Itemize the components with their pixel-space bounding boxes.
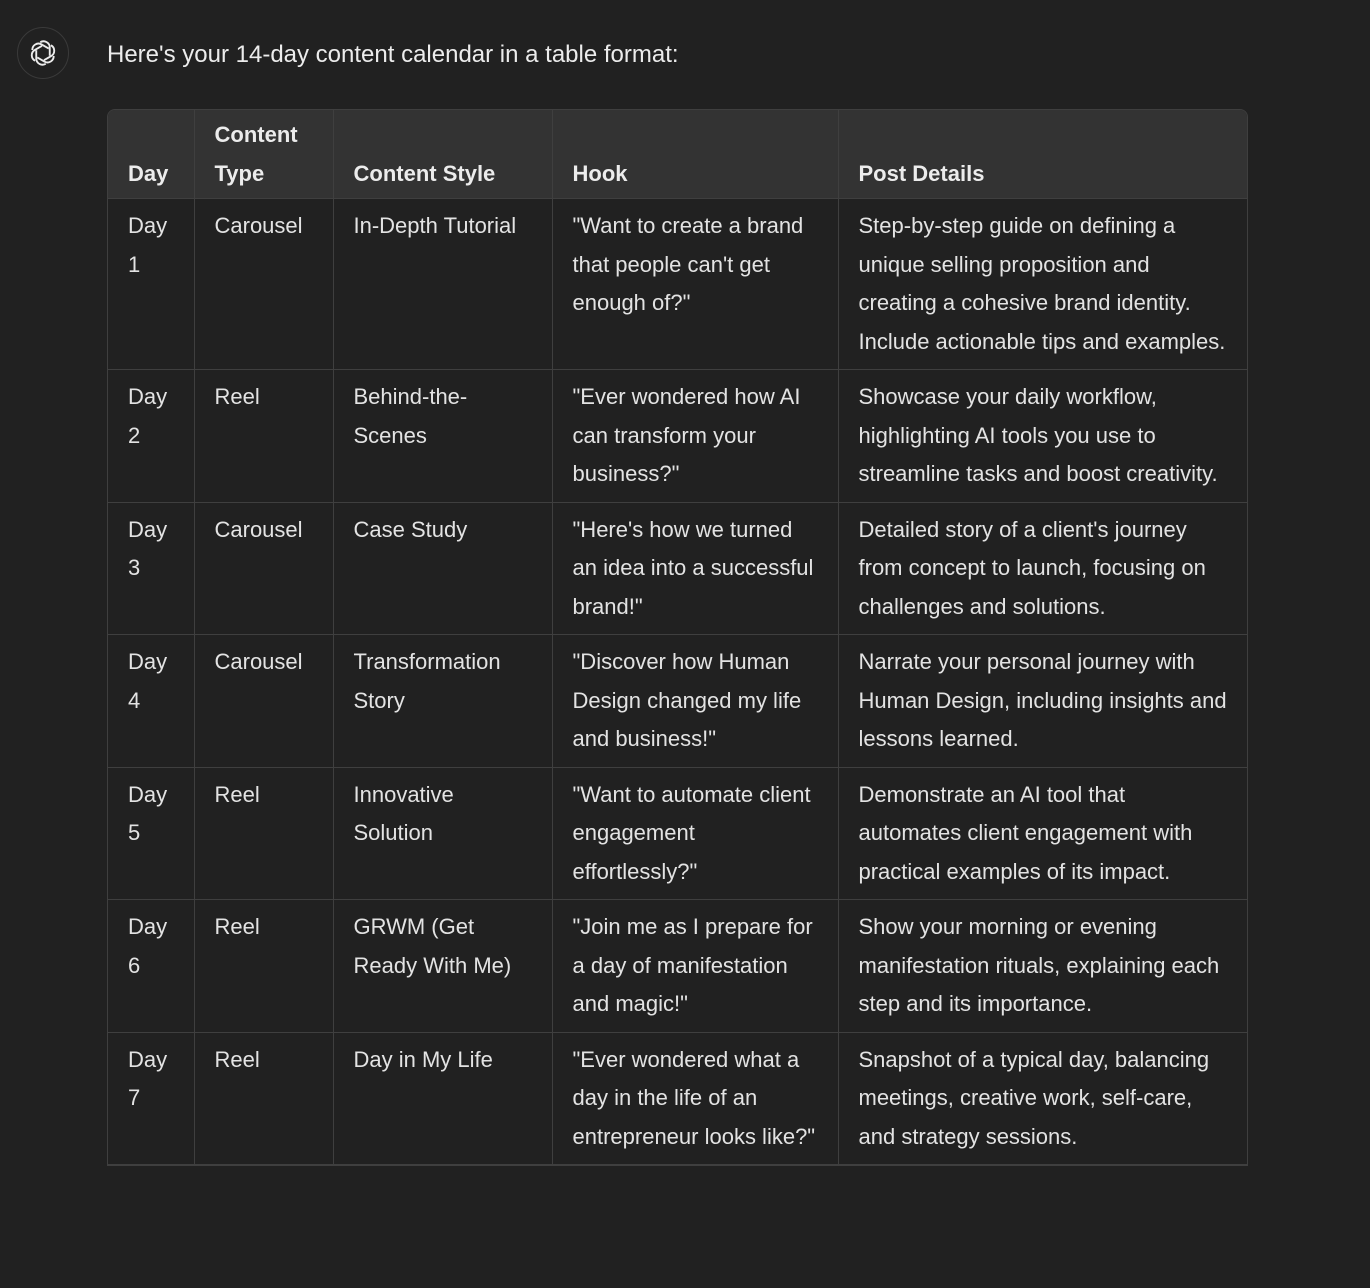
cell-post-details: Showcase your daily workflow, highlighting AI tools you use to streamline tasks and boost creativity.	[838, 370, 1247, 503]
cell-content-style: Transformation Story	[333, 635, 552, 768]
cell-hook: "Want to automate client engagement effortlessly?"	[552, 767, 838, 900]
table-row	[108, 502, 1247, 635]
header-content-style: Content Style	[333, 110, 552, 199]
cell-hook: "Ever wondered how AI can transform your business?"	[552, 370, 838, 503]
header-hook: Hook	[552, 110, 838, 199]
header-content-type: Content Type	[194, 110, 333, 199]
table-row	[108, 1032, 1247, 1165]
content-calendar-table	[108, 110, 1247, 1165]
cell-day: Day 6	[108, 900, 194, 1033]
cell-post-details: Step-by-step guide on defining a unique selling proposition and creating a cohesive brand identity. Include actionable tips and examples.	[838, 199, 1247, 370]
cell-post-details: Demonstrate an AI tool that automates client engagement with practical examples of its impact.	[838, 767, 1247, 900]
cell-content-type: Reel	[194, 900, 333, 1033]
cell-hook: "Discover how Human Design changed my life and business!"	[552, 635, 838, 768]
cell-content-style: GRWM (Get Ready With Me)	[333, 900, 552, 1033]
cell-post-details: Snapshot of a typical day, balancing meetings, creative work, self-care, and strategy sessions.	[838, 1032, 1247, 1165]
cell-post-details: Narrate your personal journey with Human Design, including insights and lessons learned.	[838, 635, 1247, 768]
cell-hook: "Join me as I prepare for a day of manifestation and magic!"	[552, 900, 838, 1033]
cell-content-type: Reel	[194, 767, 333, 900]
cell-day: Day 3	[108, 502, 194, 635]
content-calendar-table-container	[107, 109, 1248, 1166]
cell-content-style: Behind-the-Scenes	[333, 370, 552, 503]
assistant-avatar	[17, 27, 69, 79]
cell-day: Day 5	[108, 767, 194, 900]
cell-content-type: Carousel	[194, 635, 333, 768]
cell-hook: "Ever wondered what a day in the life of an entrepreneur looks like?"	[552, 1032, 838, 1165]
cell-post-details: Show your morning or evening manifestation rituals, explaining each step and its importance.	[838, 900, 1247, 1033]
cell-content-style: Case Study	[333, 502, 552, 635]
cell-day: Day 1	[108, 199, 194, 370]
cell-content-style: Innovative Solution	[333, 767, 552, 900]
cell-content-type: Carousel	[194, 199, 333, 370]
cell-content-type: Reel	[194, 370, 333, 503]
cell-content-type: Carousel	[194, 502, 333, 635]
table-row	[108, 199, 1247, 370]
table-row	[108, 900, 1247, 1033]
table-header-row	[108, 110, 1247, 199]
cell-day: Day 2	[108, 370, 194, 503]
cell-content-style: Day in My Life	[333, 1032, 552, 1165]
header-post-details: Post Details	[838, 110, 1247, 199]
message-intro: Here's your 14-day content calendar in a table format:	[107, 41, 679, 68]
cell-hook: "Here's how we turned an idea into a successful brand!"	[552, 502, 838, 635]
cell-content-type: Reel	[194, 1032, 333, 1165]
header-day: Day	[108, 110, 194, 199]
cell-day: Day 7	[108, 1032, 194, 1165]
table-row	[108, 767, 1247, 900]
cell-content-style: In-Depth Tutorial	[333, 199, 552, 370]
cell-hook: "Want to create a brand that people can't get enough of?"	[552, 199, 838, 370]
table-row	[108, 635, 1247, 768]
openai-logo-icon	[28, 38, 58, 68]
cell-post-details: Detailed story of a client's journey from concept to launch, focusing on challenges and solutions.	[838, 502, 1247, 635]
cell-day: Day 4	[108, 635, 194, 768]
table-row	[108, 370, 1247, 503]
